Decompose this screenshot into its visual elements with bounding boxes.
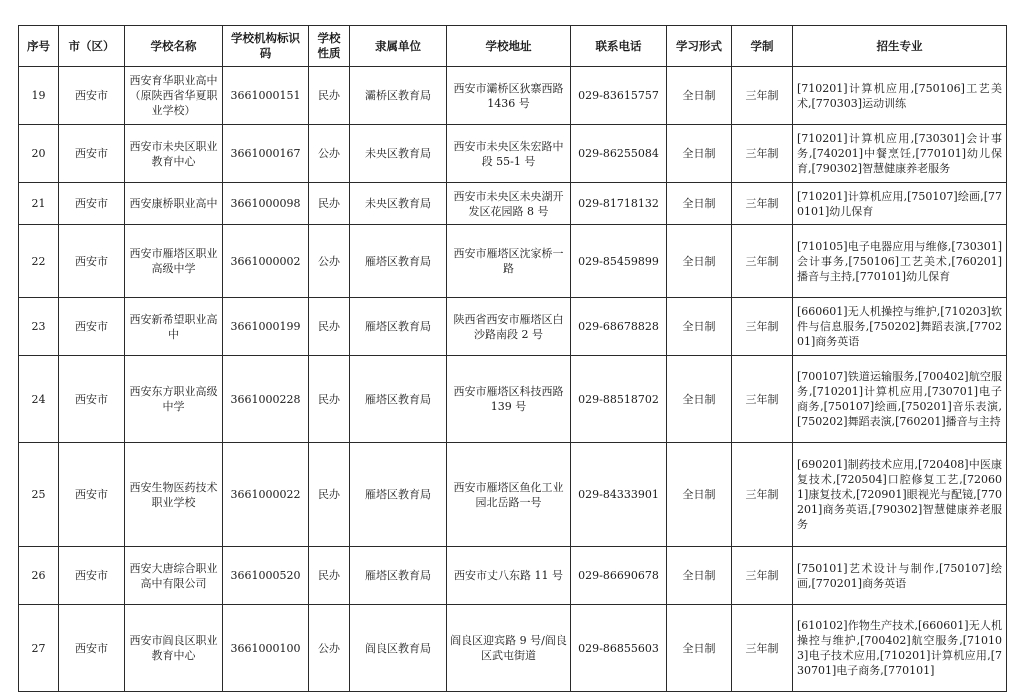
cell-phone: 029-85459899 <box>571 225 667 298</box>
cell-school-name: 西安市雁塔区职业高级中学 <box>125 225 223 298</box>
cell-city: 西安市 <box>59 225 125 298</box>
cell-affiliation: 未央区教育局 <box>350 125 447 183</box>
cell-affiliation: 阎良区教育局 <box>350 605 447 692</box>
cell-address: 西安市雁塔区科技西路 139 号 <box>447 356 571 443</box>
cell-majors: [700107]铁道运输服务,[700402]航空服务,[710201]计算机应用,[730701]电子商务,[750107]绘画,[750201]音乐表演,[750202]舞蹈表演,[760201]播音与主持 <box>793 356 1007 443</box>
header-nature: 学校性质 <box>309 26 350 67</box>
header-address: 学校地址 <box>447 26 571 67</box>
cell-seq: 22 <box>19 225 59 298</box>
cell-nature: 民办 <box>309 298 350 356</box>
cell-duration: 三年制 <box>732 547 793 605</box>
cell-org-code: 3661000151 <box>223 67 309 125</box>
cell-affiliation: 雁塔区教育局 <box>350 225 447 298</box>
cell-school-name: 西安市未央区职业教育中心 <box>125 125 223 183</box>
cell-study-form: 全日制 <box>667 225 732 298</box>
table-row <box>19 125 1007 183</box>
cell-seq: 27 <box>19 605 59 692</box>
cell-nature: 公办 <box>309 225 350 298</box>
cell-address: 西安市雁塔区沈家桥一路 <box>447 225 571 298</box>
cell-nature: 民办 <box>309 356 350 443</box>
cell-affiliation: 灞桥区教育局 <box>350 67 447 125</box>
cell-phone: 029-86255084 <box>571 125 667 183</box>
cell-phone: 029-86855603 <box>571 605 667 692</box>
cell-school-name: 西安市阎良区职业教育中心 <box>125 605 223 692</box>
header-city: 市（区） <box>59 26 125 67</box>
header-study-form: 学习形式 <box>667 26 732 67</box>
header-school-name: 学校名称 <box>125 26 223 67</box>
cell-seq: 25 <box>19 443 59 547</box>
cell-nature: 公办 <box>309 605 350 692</box>
cell-nature: 民办 <box>309 443 350 547</box>
cell-duration: 三年制 <box>732 443 793 547</box>
cell-majors: [710105]电子电器应用与维修,[730301]会计事务,[750106]工艺美术,[760201]播音与主持,[770101]幼儿保育 <box>793 225 1007 298</box>
table-row <box>19 356 1007 443</box>
cell-school-name: 西安大唐综合职业高中有限公司 <box>125 547 223 605</box>
cell-seq: 24 <box>19 356 59 443</box>
cell-study-form: 全日制 <box>667 125 732 183</box>
header-phone: 联系电话 <box>571 26 667 67</box>
header-org-code: 学校机构标识码 <box>223 26 309 67</box>
cell-address: 西安市未央区朱宏路中段 55-1 号 <box>447 125 571 183</box>
cell-seq: 21 <box>19 183 59 225</box>
cell-city: 西安市 <box>59 547 125 605</box>
cell-seq: 19 <box>19 67 59 125</box>
header-affiliation: 隶属单位 <box>350 26 447 67</box>
cell-duration: 三年制 <box>732 183 793 225</box>
cell-majors: [710201]计算机应用,[750106]工艺美术,[770303]运动训练 <box>793 67 1007 125</box>
cell-affiliation: 未央区教育局 <box>350 183 447 225</box>
cell-duration: 三年制 <box>732 125 793 183</box>
cell-school-name: 西安康桥职业高中 <box>125 183 223 225</box>
cell-majors: [690201]制药技术应用,[720408]中医康复技术,[720504]口腔修复工艺,[720601]康复技术,[720901]眼视光与配镜,[770201]商务英语,[790302]智慧健康养老服务 <box>793 443 1007 547</box>
cell-duration: 三年制 <box>732 356 793 443</box>
cell-study-form: 全日制 <box>667 356 732 443</box>
cell-study-form: 全日制 <box>667 547 732 605</box>
cell-school-name: 西安新希望职业高中 <box>125 298 223 356</box>
cell-phone: 029-86690678 <box>571 547 667 605</box>
cell-org-code: 3661000098 <box>223 183 309 225</box>
cell-city: 西安市 <box>59 125 125 183</box>
table-row <box>19 67 1007 125</box>
cell-phone: 029-88518702 <box>571 356 667 443</box>
table-row <box>19 298 1007 356</box>
cell-city: 西安市 <box>59 183 125 225</box>
table-row <box>19 547 1007 605</box>
cell-city: 西安市 <box>59 356 125 443</box>
cell-org-code: 3661000228 <box>223 356 309 443</box>
cell-seq: 20 <box>19 125 59 183</box>
cell-org-code: 3661000199 <box>223 298 309 356</box>
cell-phone: 029-68678828 <box>571 298 667 356</box>
header-duration: 学制 <box>732 26 793 67</box>
cell-majors: [610102]作物生产技术,[660601]无人机操控与维护,[700402]航空服务,[710103]电子技术应用,[710201]计算机应用,[730701]电子商务,[770101] <box>793 605 1007 692</box>
cell-school-name: 西安东方职业高级中学 <box>125 356 223 443</box>
cell-city: 西安市 <box>59 67 125 125</box>
cell-study-form: 全日制 <box>667 183 732 225</box>
header-row <box>19 26 1007 67</box>
cell-phone: 029-81718132 <box>571 183 667 225</box>
cell-org-code: 3661000167 <box>223 125 309 183</box>
cell-majors: [660601]无人机操控与维护,[710203]软件与信息服务,[750202]舞蹈表演,[770201]商务英语 <box>793 298 1007 356</box>
cell-majors: [710201]计算机应用,[730301]会计事务,[740201]中餐烹饪,[770101]幼儿保育,[790302]智慧健康养老服务 <box>793 125 1007 183</box>
cell-nature: 民办 <box>309 547 350 605</box>
header-majors: 招生专业 <box>793 26 1007 67</box>
cell-org-code: 3661000520 <box>223 547 309 605</box>
cell-address: 阎良区迎宾路 9 号/阎良区武屯街道 <box>447 605 571 692</box>
cell-city: 西安市 <box>59 298 125 356</box>
cell-study-form: 全日制 <box>667 67 732 125</box>
cell-nature: 公办 <box>309 125 350 183</box>
cell-city: 西安市 <box>59 605 125 692</box>
cell-majors: [750101]艺术设计与制作,[750107]绘画,[770201]商务英语 <box>793 547 1007 605</box>
cell-address: 陕西省西安市雁塔区白沙路南段 2 号 <box>447 298 571 356</box>
cell-study-form: 全日制 <box>667 443 732 547</box>
cell-phone: 029-84333901 <box>571 443 667 547</box>
cell-study-form: 全日制 <box>667 605 732 692</box>
cell-org-code: 3661000022 <box>223 443 309 547</box>
cell-majors: [710201]计算机应用,[750107]绘画,[770101]幼儿保育 <box>793 183 1007 225</box>
cell-school-name: 西安育华职业高中（原陕西省华夏职业学校） <box>125 67 223 125</box>
cell-org-code: 3661000100 <box>223 605 309 692</box>
cell-phone: 029-83615757 <box>571 67 667 125</box>
cell-address: 西安市未央区未央湖开发区花园路 8 号 <box>447 183 571 225</box>
cell-city: 西安市 <box>59 443 125 547</box>
cell-duration: 三年制 <box>732 605 793 692</box>
cell-affiliation: 雁塔区教育局 <box>350 547 447 605</box>
cell-affiliation: 雁塔区教育局 <box>350 443 447 547</box>
cell-nature: 民办 <box>309 67 350 125</box>
cell-nature: 民办 <box>309 183 350 225</box>
table-row <box>19 183 1007 225</box>
cell-seq: 26 <box>19 547 59 605</box>
table-row <box>19 443 1007 547</box>
cell-affiliation: 雁塔区教育局 <box>350 356 447 443</box>
cell-duration: 三年制 <box>732 298 793 356</box>
cell-duration: 三年制 <box>732 225 793 298</box>
cell-address: 西安市雁塔区鱼化工业园北岳路一号 <box>447 443 571 547</box>
cell-address: 西安市丈八东路 11 号 <box>447 547 571 605</box>
cell-address: 西安市灞桥区狄寨西路 1436 号 <box>447 67 571 125</box>
table-row <box>19 225 1007 298</box>
cell-study-form: 全日制 <box>667 298 732 356</box>
cell-org-code: 3661000002 <box>223 225 309 298</box>
cell-seq: 23 <box>19 298 59 356</box>
schools-table <box>18 25 1007 692</box>
cell-affiliation: 雁塔区教育局 <box>350 298 447 356</box>
header-seq: 序号 <box>19 26 59 67</box>
cell-school-name: 西安生物医药技术职业学校 <box>125 443 223 547</box>
cell-duration: 三年制 <box>732 67 793 125</box>
